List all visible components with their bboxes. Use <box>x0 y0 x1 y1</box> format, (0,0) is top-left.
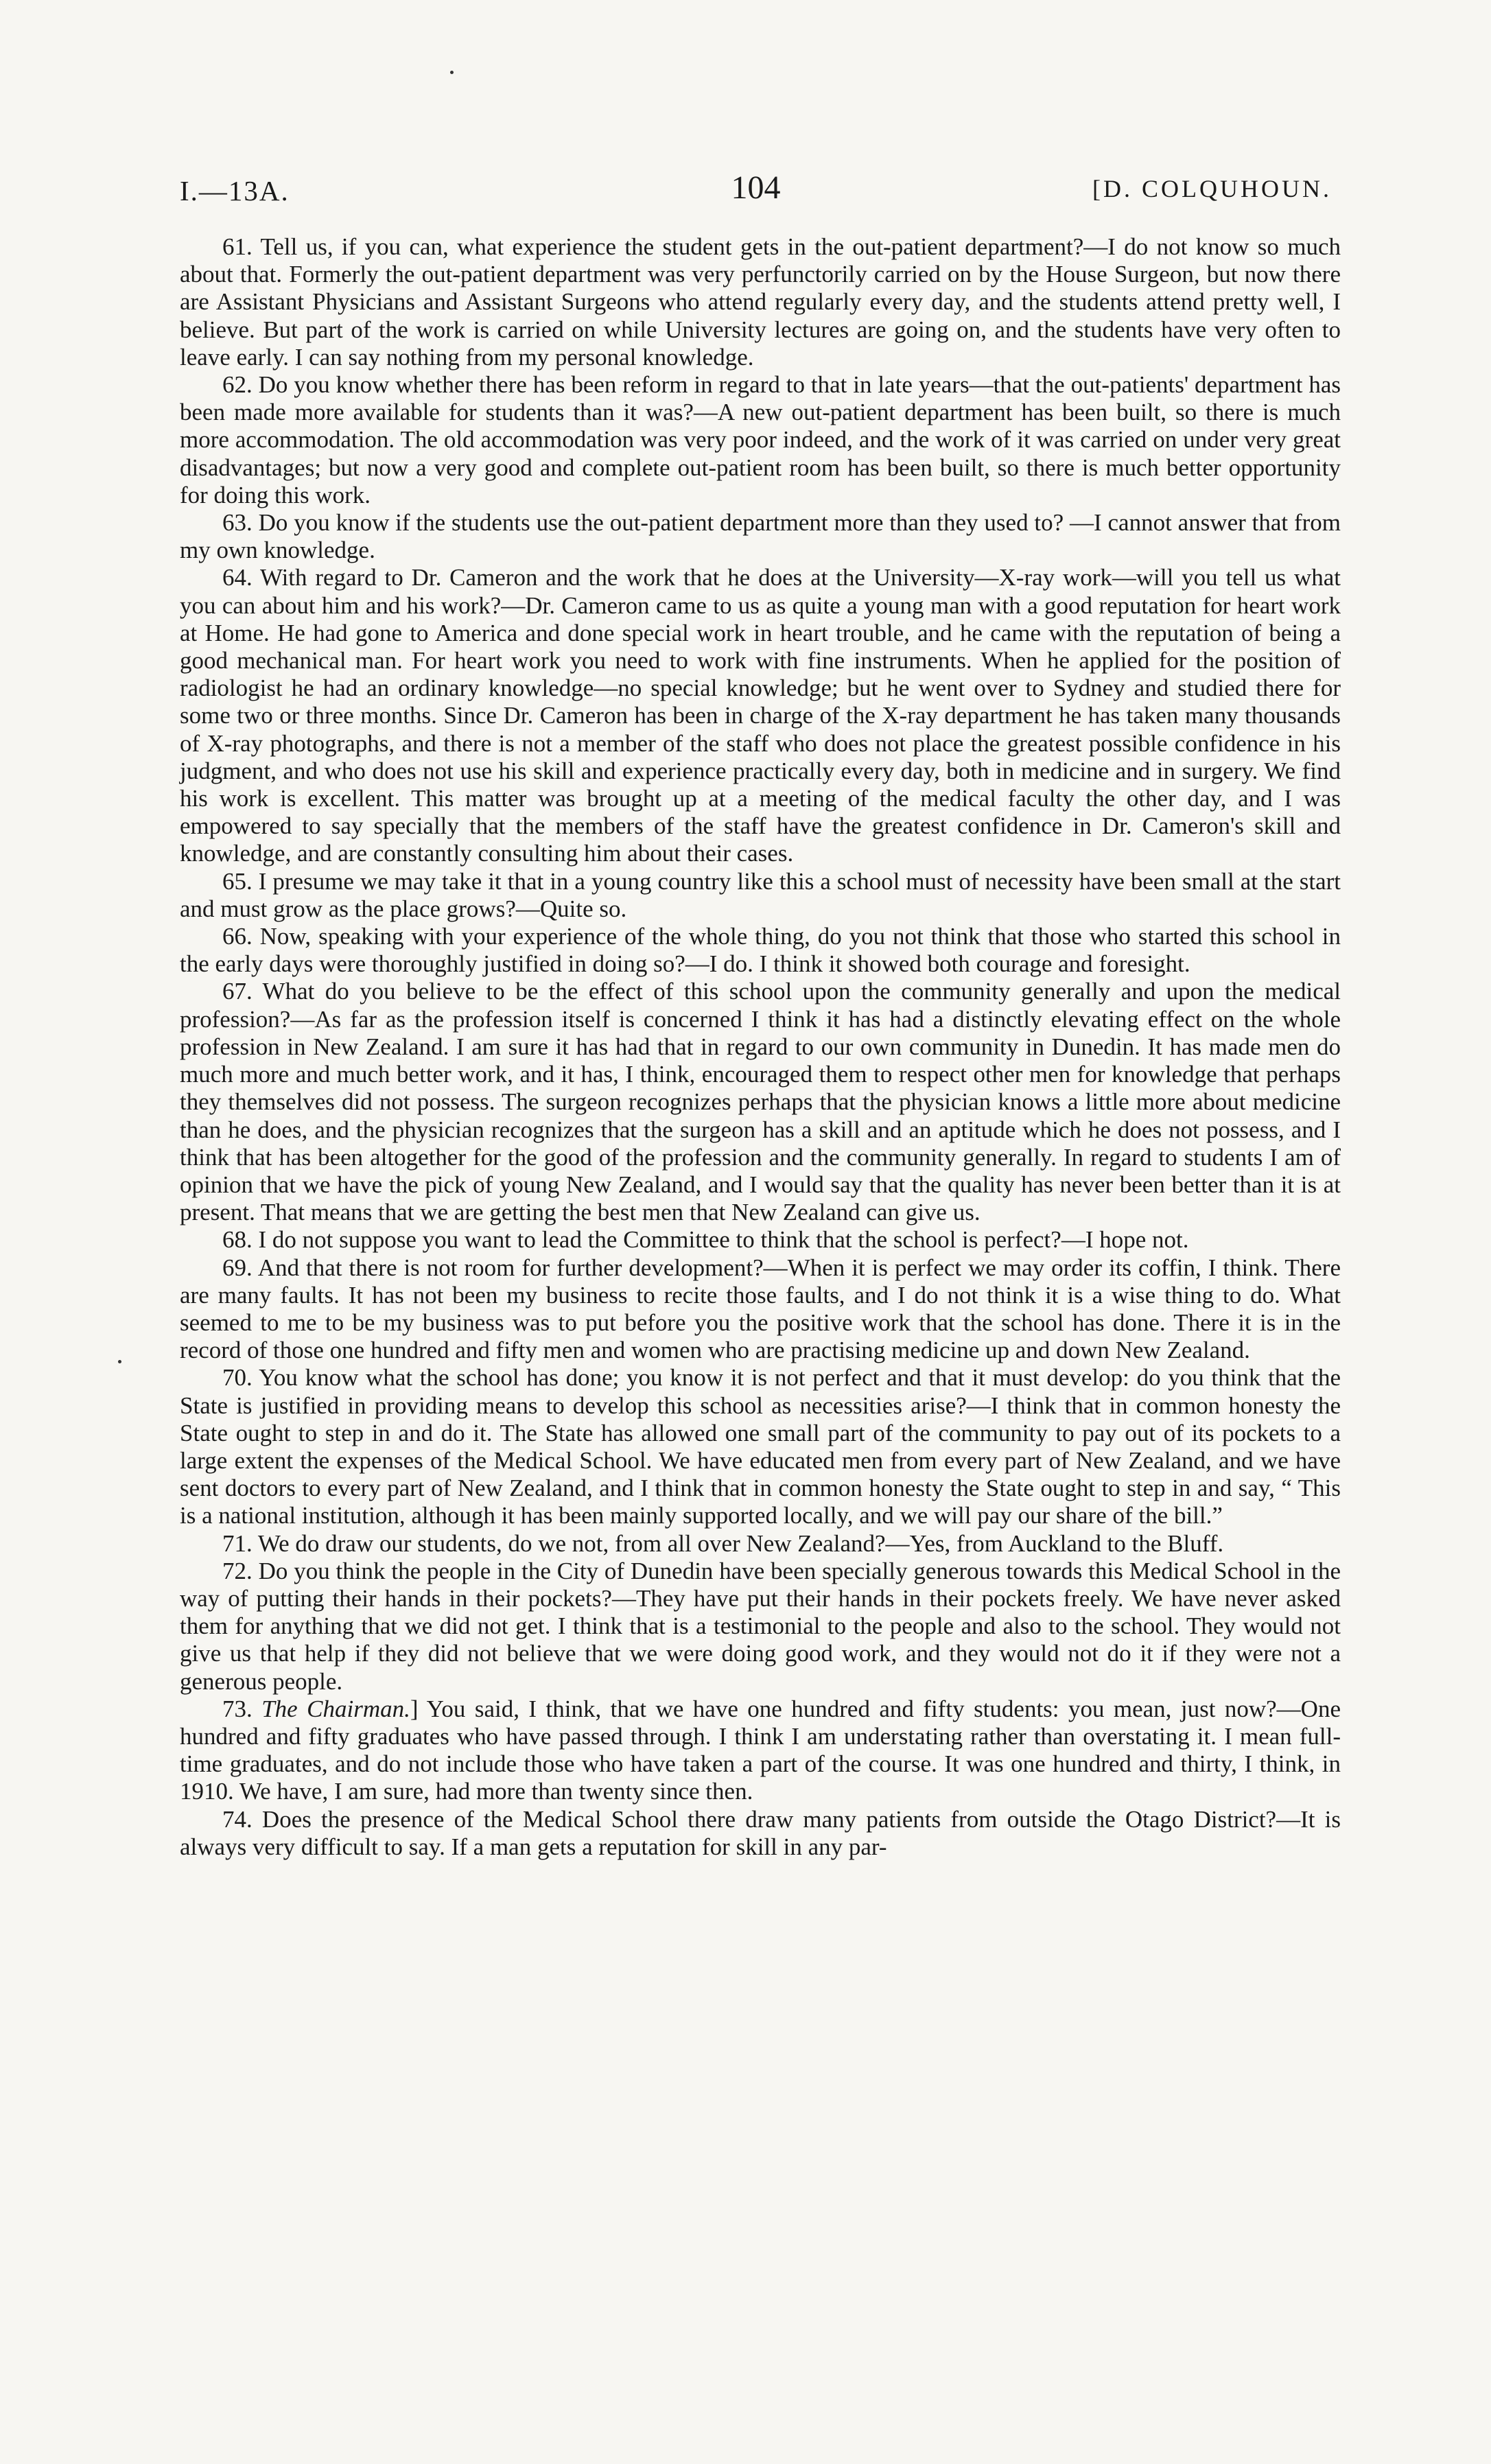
question-72: 72. Do you think the people in the City of Dunedin have been specially generous towards this Medical School in the way of putting their hands in their pockets?—They have put their hands in their pockets freely. We have never asked them for anything that we did not get. I think that is a testimonial to the people and also to the school. They would not give us that help if they did not believe that we were doing good work, and they would not do it if they were not a generous people. <box>180 1557 1341 1695</box>
page-header <box>180 159 1332 207</box>
question-71: 71. We do draw our students, do we not, from all over New Zealand?—Yes, from Auckland to the Bluff. <box>222 1529 1224 1557</box>
question-70: 70. You know what the school has done; you know it is not perfect and that it must develop: do you think that the State is justified in providing means to develop this school as necessities arise?—I think that in common honesty the State ought to step in and do it. The State has allowed one small part of the community to pay out of its pockets to a large extent the expenses of the Medical School. We have educated men from every part of New Zealand, and we have sent doctors to every part of New Zealand, and I think that in common honesty the State ought to step in and say, “ This is a national institution, although it has been mainly supported locally, and we will pay our share of the bill.” <box>180 1364 1341 1529</box>
question-62: 62. Do you know whether there has been reform in regard to that in late years—that the out-patients' department has been made more available for students than it was?—A new out-patient department has been built, so there is much more accommodation. The old accommodation was very poor indeed, and the work of it was carried on under very great disadvantages; but now a very good and complete out-patient room has been built, so there is much better opportunity for doing this work. <box>180 371 1341 508</box>
question-67: 67. What do you believe to be the effect of this school upon the community generally and upon the medical profession?—As far as the profession itself is concerned I think it has had a distinctly elevating effect on the whole profession in New Zealand. I am sure it has had that in regard to our own community in Dunedin. It has made men do much more and much better work, and it has, I think, encouraged them to respect other men for knowledge that perhaps they themselves did not possess. The surgeon recognizes perhaps that the physician knows a little more about medicine than he does, and the physician recognizes that the surgeon has a skill and an aptitude which he does not possess, and I think that has been altogether for the good of the profession and the community generally. In regard to students I am of opinion that we have the pick of young New Zealand, and I would say that the quality has never been better than it is at present. That means that we are getting the best men that New Zealand can give us. <box>180 978 1341 1226</box>
question-63: 63. Do you know if the students use the out-patient department more than they used to? —I cannot answer that from my own knowledge. <box>180 509 1341 564</box>
question-66: 66. Now, speaking with your experience of the whole thing, do you not think that those who started this school in the early days were thoroughly justified in doing so?—I do. I think it showed both courage and foresight. <box>180 923 1341 978</box>
speaker-label: The Chairman. <box>261 1695 410 1722</box>
question-68: 68. I do not suppose you want to lead the Committee to think that the school is perfect?—I hope not. <box>222 1226 1189 1254</box>
witness-name: [D. COLQUHOUN. <box>1092 175 1332 202</box>
evidence-text <box>180 233 1341 1861</box>
question-61: 61. Tell us, if you can, what experience the student gets in the out-patient department?—I do not know so much about that. Formerly the out-patient department was very perfunctorily carried on by the House Surgeon, but now there are Assistant Physicians and Assistant Surgeons who attend regularly every day, and the students attend pretty well, I believe. But part of the work is carried on while University lectures are going on, and the students have very often to leave early. I can say nothing from my personal knowledge. <box>180 233 1341 371</box>
question-73-number: 73. <box>222 1695 262 1722</box>
scan-speck <box>118 1360 121 1363</box>
question-69: 69. And that there is not room for further development?—When it is perfect we may order its coffin, I think. There are many faults. It has not been my business to recite those faults, and I do not think it is a wise thing to do. What seemed to me to be my business was to put before you the positive work that the school has done. There it is in the record of those one hundred and fifty men and women who are practising medicine up and down New Zealand. <box>180 1254 1341 1364</box>
page-number: 104 <box>731 169 781 206</box>
question-73-text: ] You said, I think, that we have one hundred and fifty students: you mean, just now?—One hundred and fifty graduates who have passed through. I think I am understating rather than overstating it. I mean full-time graduates, and do not include those who have taken a part of the course. It was one hundred and thirty, I think, in 1910. We have, I am sure, had more than twenty since then. <box>180 1695 1341 1805</box>
question-64: 64. With regard to Dr. Cameron and the work that he does at the University—X-ray work—will you tell us what you can about him and his work?—Dr. Cameron came to us as quite a young man with a good reputation for heart work at Home. He had gone to America and done special work in heart trouble, and he came with the reputation of being a good mechanical man. For heart work you need to work with fine instruments. When he applied for the position of radiologist he had an ordinary knowledge—no special knowledge; but he went over to Sydney and studied there for some two or three months. Since Dr. Cameron has been in charge of the X-ray department he has taken many thousands of X-ray photographs, and there is not a member of the staff who does not place the greatest possible confidence in his judgment, and who does not use his skill and experience practically every day, both in medicine and in surgery. We find his work is excellent. This matter was brought up at a meeting of the medical faculty the other day, and I was empowered to say specially that the members of the staff have the greatest confidence in Dr. Cameron's skill and knowledge, and are constantly consulting him about their cases. <box>180 564 1341 867</box>
question-65: 65. I presume we may take it that in a young country like this a school must of necessity have been small at the start and must grow as the place grows?—Quite so. <box>180 867 1341 922</box>
scan-speck <box>450 71 454 74</box>
question-74: 74. Does the presence of the Medical School there draw many patients from outside the Otago District?—It is always very difficult to say. If a man gets a reputation for skill in any par- <box>180 1805 1341 1860</box>
question-73 <box>180 1696 1341 1806</box>
paper-reference: I.—13A. <box>180 175 290 207</box>
